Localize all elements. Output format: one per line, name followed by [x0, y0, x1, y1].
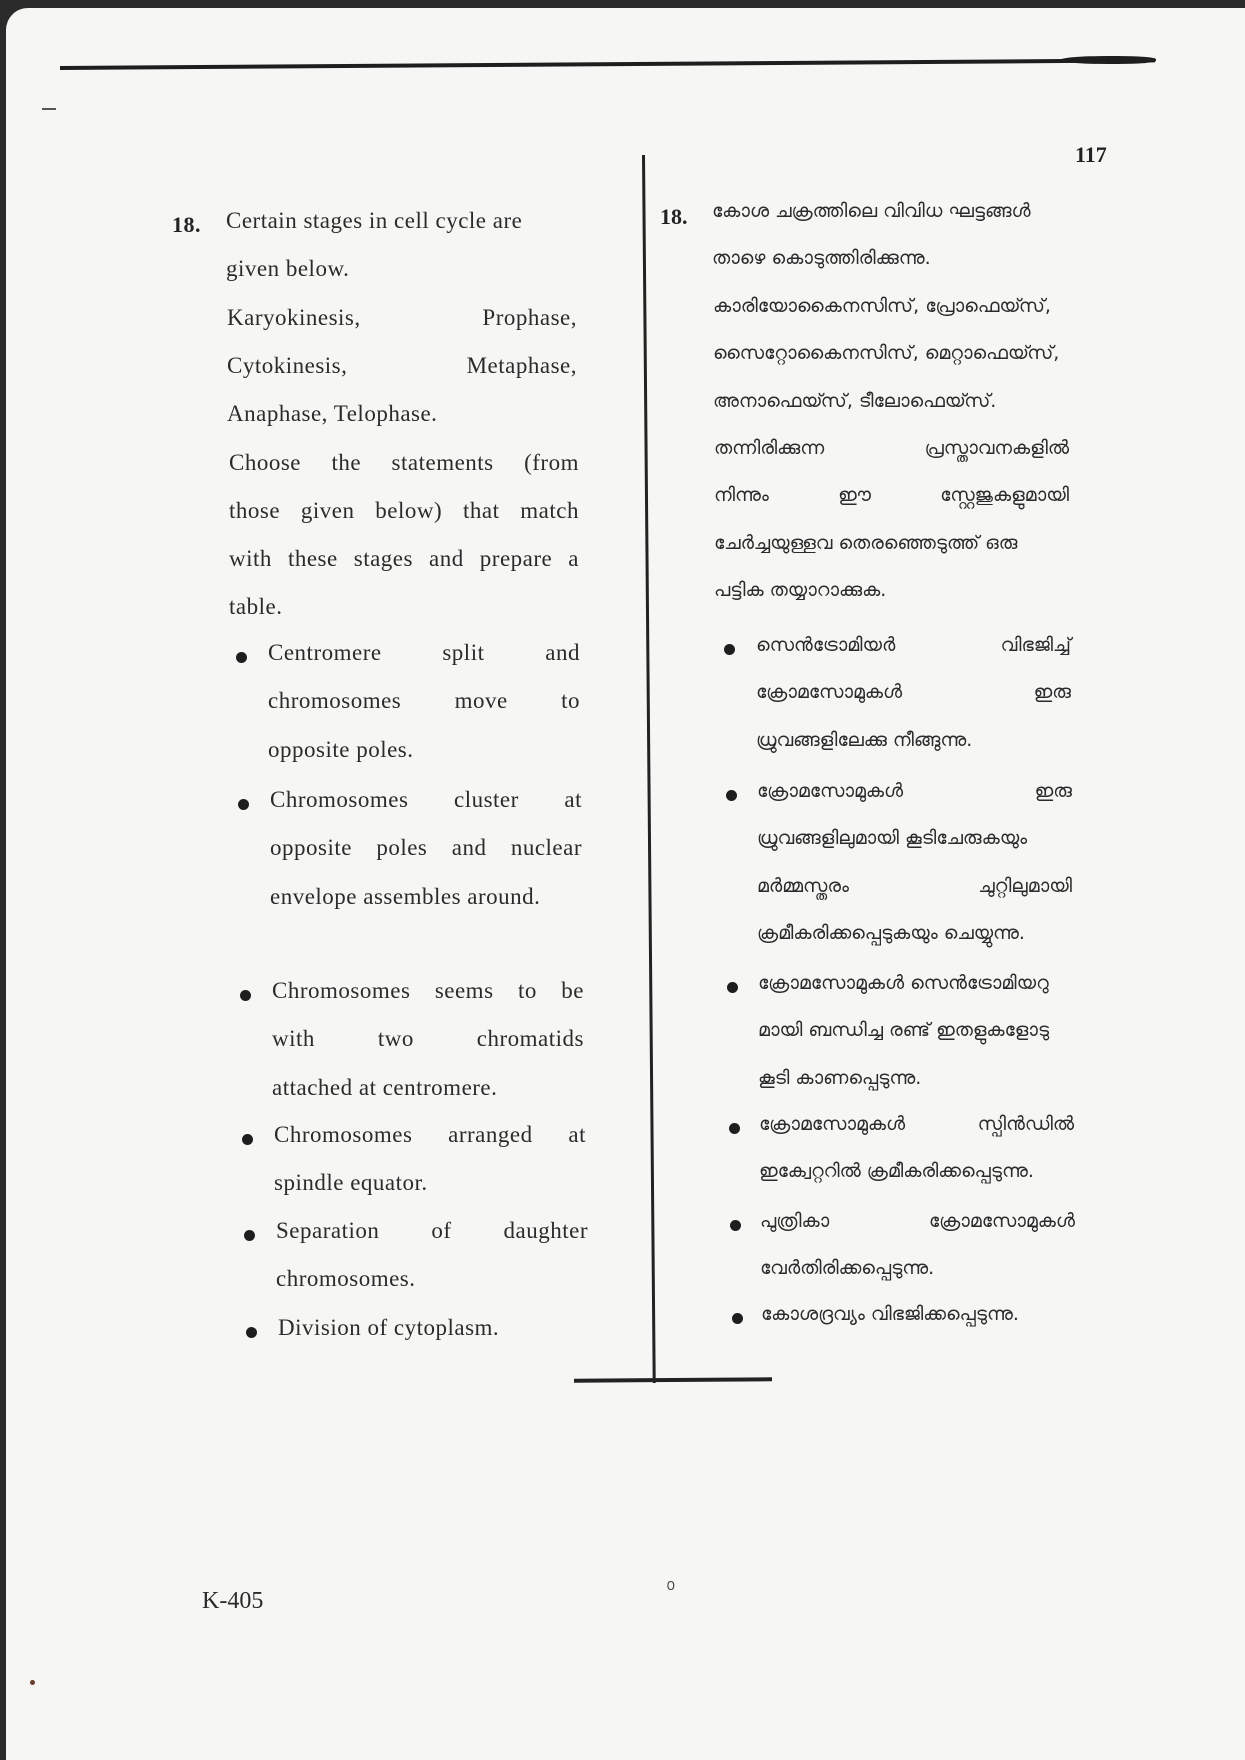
stage-line [227, 401, 437, 427]
bullet-line-ml-word: മർമ്മസ്തരം [757, 874, 849, 897]
stage-line [227, 353, 577, 379]
instruction-line-word: stages [353, 546, 413, 572]
bullet-line-word: Centromere [268, 640, 382, 665]
instruction-line-ml-word: നിന്നും [714, 484, 769, 507]
bullet-line-ml [757, 780, 1072, 802]
bullet-line-word: chromosomes. [276, 1266, 416, 1292]
bullet-line-word: cluster [453, 787, 519, 812]
bullet-dot-ml [732, 1313, 743, 1324]
bullet-line-word: be [561, 978, 584, 1003]
scan-speck [30, 1680, 35, 1685]
instruction-line-word: and [429, 546, 464, 572]
instruction-line-word: with [229, 546, 272, 572]
instruction-line-word: the [331, 449, 362, 475]
bullet-dot-ml [729, 1123, 740, 1134]
margin-mark [42, 108, 56, 110]
bullet-line-word: opposite poles. [268, 736, 414, 762]
instruction-line-ml [714, 579, 886, 601]
instruction-line [229, 546, 579, 572]
bullet-line [268, 640, 580, 666]
bullet-line-word: daughter [503, 1218, 588, 1243]
bullet-line-word: seems [434, 978, 494, 1003]
instruction-line-word: Choose [229, 449, 301, 475]
bullet-line-ml-word: വിഭജിച്ച് [1000, 634, 1071, 656]
bullet-line-ml-word: ക്രോമസോമുകൾ [757, 780, 904, 802]
bullet-line-word: arranged [448, 1122, 533, 1147]
bullet-line [278, 1315, 499, 1341]
instruction-line-word: a [568, 546, 579, 572]
bullet-line-ml-word: മായി ബന്ധിച്ച രണ്ട് ഇതളുകളോടു [758, 1019, 1050, 1042]
bullet-line [270, 787, 582, 813]
instruction-line [229, 498, 579, 524]
bullet-line-ml-word: ക്രോമസോമുകൾ [928, 1210, 1075, 1232]
instruction-line-word: table. [229, 594, 283, 620]
bullet-line-ml [761, 1303, 1019, 1325]
instruction-line-word: that [462, 497, 500, 523]
bullet-line-word: Chromosomes [272, 978, 411, 1003]
bullet-line-ml [760, 1210, 1075, 1232]
bullet-line-ml [759, 1160, 1034, 1182]
bullet-line-word: and [545, 640, 580, 665]
bullet-line-ml [758, 972, 1049, 994]
bullet-line-ml-word: കോശദ്രവ്യം വിഭജിക്കപ്പെടുന്നു. [761, 1303, 1019, 1325]
bullet-line-word: Division of cytoplasm. [278, 1315, 500, 1340]
bullet-line-ml-word: കൂടി കാണപ്പെടുന്നു. [758, 1066, 922, 1089]
bullet-dot-ml [726, 790, 737, 801]
instruction-line-ml-word: പട്ടിക തയ്യാറാക്കുക. [714, 579, 887, 602]
bullet-line-ml-word: ക്രോമസോമുകൾ [756, 681, 903, 704]
bullet-line-ml-word: ഇരു [1033, 681, 1071, 704]
bullet-line-ml [756, 729, 972, 751]
instruction-line-word: given [300, 497, 355, 523]
bullet-line-word: to [561, 688, 580, 714]
instruction-line-word: statements [391, 449, 494, 475]
bullet-line-ml [757, 827, 1027, 849]
bullet-line-word: with [272, 1026, 315, 1052]
bullet-line-word: opposite [270, 835, 352, 861]
bullet-line-ml-word: ധ്രുവങ്ങളിലേക്കു നീങ്ങുന്നു. [756, 728, 973, 751]
bullet-line-word: nuclear [510, 835, 582, 861]
bullet-line-ml [756, 681, 1071, 703]
instruction-line-ml-word: തന്നിരിക്കുന്ന [714, 437, 825, 459]
bullet-dot-ml [730, 1220, 741, 1231]
bullet-line-word: move [454, 688, 508, 714]
bullet-line-ml [757, 875, 1072, 897]
instruction-line [229, 450, 579, 476]
instruction-line-word: below) [375, 497, 443, 523]
instruction-line-ml [714, 484, 1069, 506]
bullet-line-ml-word: ക്രോമസോമുകൾ സെൻട്രോമിയറു [758, 972, 1049, 994]
bullet-line-ml-word: ക്രമീകരിക്കപ്പെടുകയും ചെയ്യുന്നു. [757, 922, 1025, 945]
bullet-line-ml-word: സ്പിൻഡിൽ [977, 1113, 1074, 1135]
intro-line: Certain stages in cell cycle are [226, 208, 523, 233]
intro-line: given below. [226, 256, 350, 282]
instruction-line-word: these [287, 546, 338, 572]
bullet-line-ml [758, 1019, 1049, 1041]
bullet-line [270, 884, 540, 910]
instruction-line-word: prepare [479, 546, 553, 572]
instruction-line-ml-word: സ്റ്റേജുകളുമായി [940, 484, 1069, 507]
bullet-line [268, 688, 580, 714]
bullet-line-word: Chromosomes [270, 787, 409, 812]
bullet-line-ml [758, 1067, 921, 1089]
bullet-line-word: Separation [276, 1218, 380, 1243]
bullet-line-ml-word: സെൻട്രോമിയർ [756, 634, 896, 656]
instruction-line-ml [714, 437, 1069, 459]
bullet-line [272, 1026, 584, 1052]
stage-line-word: Anaphase, Telophase. [227, 401, 438, 427]
bullet-line-word: to [517, 978, 537, 1003]
bullet-line-ml-word: പുത്രികാ [760, 1210, 830, 1232]
bullet-dot [238, 799, 249, 810]
instruction-line-word: match [520, 497, 579, 523]
bullet-line [276, 1218, 588, 1244]
bullet-line-word: and [451, 835, 487, 861]
instruction-line-ml [714, 532, 1017, 554]
bullet-line [268, 737, 414, 763]
bullet-line [272, 978, 584, 1004]
stage-line-word: Metaphase, [466, 352, 577, 378]
bullet-line [272, 1075, 497, 1101]
intro-line-ml: താഴെ കൊടുത്തിരിക്കുന്നു. [712, 247, 931, 270]
question-number-ml: 18. [660, 204, 688, 229]
bullet-dot-ml [727, 982, 738, 993]
bullet-line-word: split [442, 640, 485, 665]
instruction-line-ml-word: പ്രസ്താവനകളിൽ [924, 437, 1069, 459]
bullet-line-word: attached at centromere. [272, 1074, 498, 1100]
bullet-dot [240, 990, 251, 1001]
bullet-line-ml [760, 1257, 934, 1279]
bullet-dot [246, 1327, 257, 1338]
bullet-line-ml-word: ചുറ്റിലുമായി [978, 874, 1072, 897]
footer-mark: ൦ [666, 1577, 675, 1594]
footer-code: K-405 [202, 1588, 264, 1614]
instruction-line-word: those [229, 497, 281, 523]
bullet-line-ml [756, 634, 1071, 656]
stage-line-word: Cytokinesis, [227, 352, 348, 378]
stage-line-ml: അനാഫെയ്സ്, ടീലോഫെയ്സ്. [713, 389, 997, 412]
bullet-dot [244, 1230, 255, 1241]
question-number: 18. [172, 212, 201, 237]
bullet-line-ml-word: ധ്രുവങ്ങളിലുമായി കൂടിചേരുകയും [757, 827, 1028, 850]
instruction-line-word: (from [524, 449, 579, 475]
stage-line-ml: കാരിയോകൈനസിസ്, പ്രോഫെയ്സ്, [713, 294, 1051, 317]
bullet-line [274, 1122, 586, 1148]
bullet-line-ml [759, 1113, 1074, 1135]
bullet-line-word: at [564, 787, 582, 812]
bullet-line-word: envelope assembles around. [270, 883, 541, 909]
bullet-line [276, 1266, 416, 1292]
bullet-line [270, 835, 582, 861]
bullet-line-word: at [568, 1122, 586, 1147]
bullet-dot-ml [724, 644, 735, 655]
stage-line-word: Prophase, [482, 304, 577, 330]
bullet-dot [242, 1134, 253, 1145]
bullet-line-ml [757, 922, 1025, 944]
bullet-line-ml-word: ക്രോമസോമുകൾ [759, 1113, 906, 1135]
bullet-line-ml-word: ഇരു [1034, 780, 1072, 802]
top-rule-end [1060, 56, 1156, 64]
page-number: 117 [1075, 142, 1107, 167]
bullet-line [274, 1170, 428, 1196]
intro-line-ml: കോശ ചക്രത്തിലെ വിവിധ ഘട്ടങ്ങൾ [712, 200, 1031, 222]
bullet-line-word: spindle equator. [274, 1170, 428, 1196]
bullet-line-word: Chromosomes [274, 1122, 413, 1147]
bullet-line-word: poles [376, 835, 428, 861]
bullet-line-word: of [431, 1218, 452, 1243]
bullet-dot [236, 652, 247, 663]
stage-line-word: Karyokinesis, [227, 304, 361, 330]
instruction-line-ml-word: ചേർച്ചയുള്ളവ തെരഞ്ഞെടുത്ത് ഒരു [714, 531, 1018, 554]
stage-line-ml: സൈറ്റോകൈനസിസ്, മെറ്റാഫെയ്സ്, [713, 342, 1060, 365]
bullet-line-ml-word: ഇക്വേറ്ററിൽ ക്രമീകരിക്കപ്പെടുന്നു. [759, 1160, 1034, 1183]
bullet-line-word: chromosomes [268, 688, 402, 714]
bullet-line-ml-word: വേർതിരിക്കപ്പെടുന്നു. [760, 1257, 935, 1280]
bullet-line-word: two [377, 1026, 414, 1052]
stage-line [227, 305, 577, 331]
instruction-line [229, 594, 282, 620]
instruction-line-ml-word: ഈ [838, 484, 871, 507]
bullet-line-word: chromatids [476, 1026, 584, 1052]
